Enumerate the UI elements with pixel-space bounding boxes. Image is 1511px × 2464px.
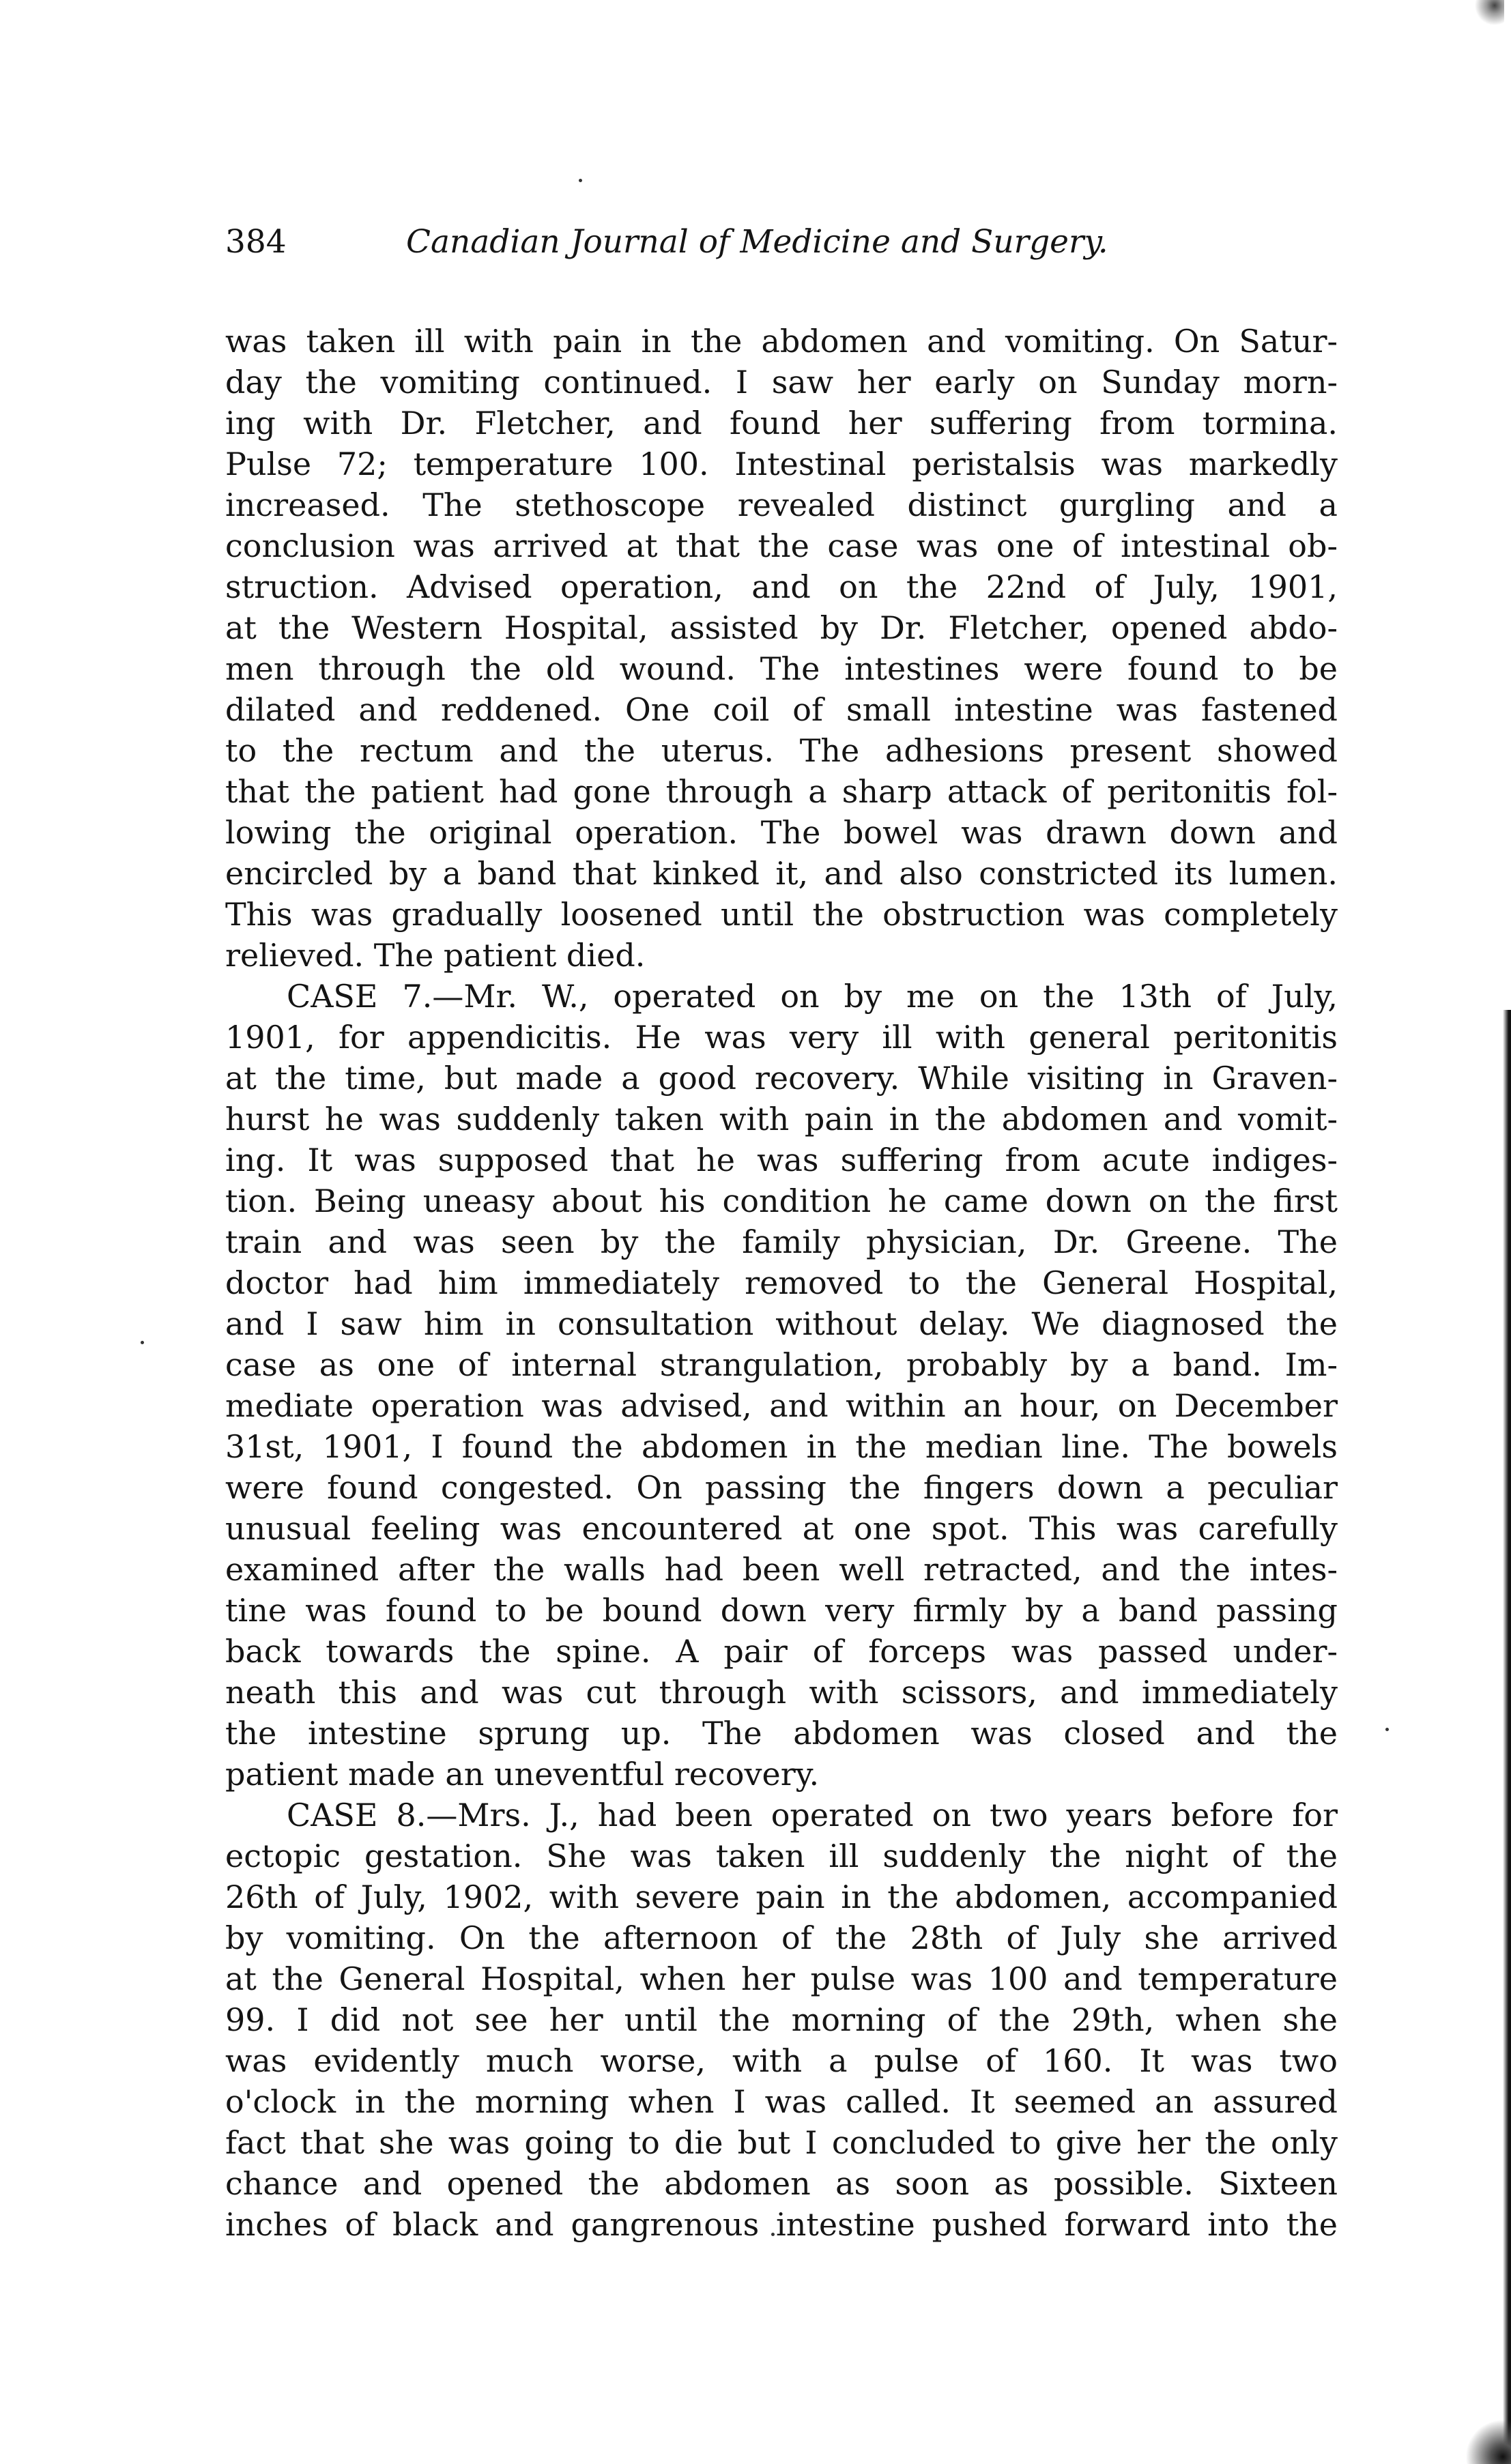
scan-artifact-bottom-right [1456,2416,1511,2464]
page-number: 384 [225,223,287,261]
text-line: fact that she was going to die but I concluded to give her the only [225,2124,1338,2161]
text-line: struction. Advised operation, and on the 22nd of July, 1901, [225,568,1338,605]
text-line: ing. It was supposed that he was suffering from acute indiges- [225,1142,1338,1178]
page-header [225,215,1215,270]
text-line: that the patient had gone through a sharp attack of peritonitis fol- [225,773,1338,810]
text-line: at the General Hospital, when her pulse was 100 and temperature [225,1960,1338,1997]
text-line: was taken ill with pain in the abdomen and vomiting. On Satur- [225,323,1338,360]
text-line: This was gradually loosened until the obstruction was completely [225,896,1338,933]
text-line: mediate operation was advised, and within an hour, on December [225,1387,1338,1424]
text-line: 99. I did not see her until the morning of the 29th, when she [225,2001,1338,2038]
text-line: day the vomiting continued. I saw her early on Sunday morn- [225,364,1338,401]
text-line: tion. Being uneasy about his condition he came down on the first [225,1183,1338,1219]
text-line: conclusion was arrived at that the case was one of intestinal ob- [225,527,1338,564]
text-line: to the rectum and the uterus. The adhesions present showed [225,732,1338,769]
text-line: neath this and was cut through with scissors, and immediately [225,1674,1338,1711]
text-line: men through the old wound. The intestines were found to be [225,650,1338,687]
scan-speck [579,179,582,182]
text-line: were found congested. On passing the fingers down a peculiar [225,1469,1338,1506]
text-line: unusual feeling was encountered at one spot. This was carefully [225,1510,1338,1547]
text-line: encircled by a band that kinked it, and also constricted its lumen. [225,855,1338,892]
text-line: inches of black and gangrenous intestine pushed forward into the [225,2206,1338,2243]
text-line: ing with Dr. Fletcher, and found her suffering from tormina. [225,405,1338,441]
text-line: was evidently much worse, with a pulse of 160. It was two [225,2042,1338,2079]
text-line: back towards the spine. A pair of forceps was passed under- [225,1633,1338,1670]
text-line: train and was seen by the family physician, Dr. Greene. The [225,1223,1338,1260]
article-body [225,321,1338,2245]
text-line: the intestine sprung up. The abdomen was closed and the [225,1715,1338,1752]
running-title: Canadian Journal of Medicine and Surgery. [406,223,1108,261]
page-edge-shadow [1503,1010,1511,2464]
text-line: examined after the walls had been well retracted, and the intes- [225,1551,1338,1588]
case-heading-line: CASE 8.—Mrs. J., had been operated on two years before for [287,1797,1338,1833]
text-line: o'clock in the morning when I was called. It seemed an assured [225,2083,1338,2120]
text-line: ectopic gestation. She was taken ill suddenly the night of the [225,1838,1338,1874]
text-line: by vomiting. On the afternoon of the 28th of July she arrived [225,1919,1338,1956]
text-line: chance and opened the abdomen as soon as possible. Sixteen [225,2165,1338,2202]
text-line: increased. The stethoscope revealed distinct gurgling and a [225,487,1338,523]
text-line: dilated and reddened. One coil of small intestine was fastened [225,691,1338,728]
text-line: Pulse 72; temperature 100. Intestinal peristalsis was markedly [225,446,1338,482]
text-line: 26th of July, 1902, with severe pain in the abdomen, accompanied [225,1879,1338,1915]
text-line: and I saw him in consultation without delay. We diagnosed the [225,1305,1338,1342]
paragraph-end-line: relieved. The patient died. [225,937,646,974]
text-line: at the Western Hospital, assisted by Dr. Fletcher, opened abdo- [225,609,1338,646]
scan-artifact-top-right [1456,0,1504,27]
text-line: lowing the original operation. The bowel was drawn down and [225,814,1338,851]
scan-speck [141,1341,144,1344]
scan-speck [1385,1728,1389,1731]
paragraph-end-line: patient made an uneventful recovery. [225,1756,820,1793]
text-line: case as one of internal strangulation, probably by a band. Im- [225,1346,1338,1383]
case-heading-line: CASE 7.—Mr. W., operated on by me on the 13th of July, [287,978,1338,1015]
text-line: tine was found to be bound down very firmly by a band passing [225,1592,1338,1629]
text-line: 31st, 1901, I found the abdomen in the median line. The bowels [225,1428,1338,1465]
text-line: doctor had him immediately removed to the General Hospital, [225,1264,1338,1301]
text-line: at the time, but made a good recovery. While visiting in Graven- [225,1060,1338,1097]
text-line: hurst he was suddenly taken with pain in the abdomen and vomit- [225,1101,1338,1137]
text-line: 1901, for appendicitis. He was very ill with general peritonitis [225,1019,1338,1056]
